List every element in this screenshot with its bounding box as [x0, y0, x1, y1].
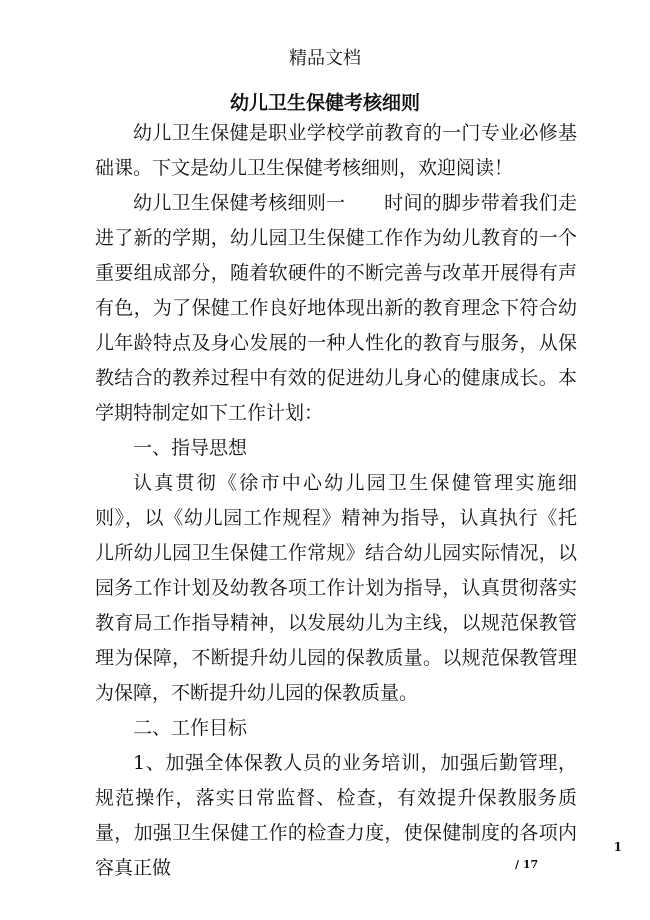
intro-paragraph: 幼儿卫生保健是职业学校学前教育的一门专业必修基础课。下文是幼儿卫生保健考核细则，欢迎阅读！ [95, 122, 577, 179]
plan-paragraph: 幼儿卫生保健考核细则一 时间的脚步带着我们走进了新的学期，幼儿园卫生保健工作作为幼儿教育的一个重要组成部分，随着软硬件的不断完善与改革开展得有声有色，为了保健工作良好地体现出新的教育理念下符合幼儿年龄特点及身心发展的一种人性化的教育与服务，从保教结合的教养过程中有效的促进幼儿身心的健康成长。本学期特制定如下工作计划： [95, 192, 577, 424]
page-number: 1 [613, 840, 622, 854]
document-header: 精品文档 [289, 48, 361, 69]
document-title: 幼儿卫生保健考核细则 [229, 92, 420, 114]
section-heading-guiding-ideology: 一、指导思想 [133, 437, 248, 459]
page-total: / 17 [515, 858, 539, 871]
work-goals-paragraph: 1、加强全体保教人员的业务培训，加强后勤管理，规范操作，落实日常监督、检查，有效提升保教服务质量，加强卫生保健工作的检查力度，使保健制度的各项内容真正做 [95, 752, 577, 879]
document-body [95, 116, 577, 886]
guiding-ideology-paragraph: 认真贯彻《徐市中心幼儿园卫生保健管理实施细则》，以《幼儿园工作规程》精神为指导，认真执行《托儿所幼儿园卫生保健工作常规》结合幼儿园实际情况，以园务工作计划及幼教各项工作计划为指导，认真贯彻落实教育局工作指导精神，以发展幼儿为主线，以规范保教管理为保障，不断提升幼儿园的保教质量。以规范保教管理为保障，不断提升幼儿园的保教质量。 [95, 472, 577, 704]
section-heading-work-goals: 二、工作目标 [133, 717, 248, 739]
